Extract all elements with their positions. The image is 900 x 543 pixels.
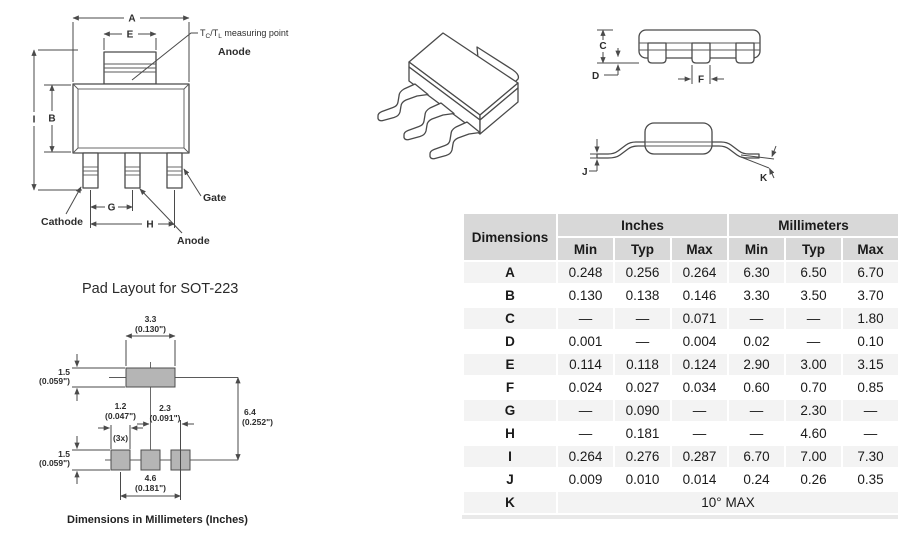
dim-label-g: G [107, 202, 116, 214]
dim-F [678, 65, 724, 86]
table-row-i: I 0.264 0.276 0.287 6.70 7.00 7.30 [464, 446, 898, 467]
tab-pad [126, 368, 175, 387]
package-body [73, 52, 189, 188]
dim-label-b: B [48, 113, 56, 125]
subheader-min-in: Min [558, 238, 613, 260]
dimensions-table-container [462, 212, 900, 515]
header-inches: Inches [558, 214, 727, 236]
dim-label-k: K [760, 173, 768, 184]
k-span-value: 10° MAX [558, 492, 898, 513]
tab-height-mm: 1.5 [58, 367, 70, 377]
table-row-e: E 0.114 0.118 0.124 2.90 3.00 3.15 [464, 354, 898, 375]
measuring-point-label: $T_C/T_L$ measuring point [200, 28, 289, 40]
isometric-view-drawing [358, 8, 563, 183]
pad-layout-caption: Dimensions in Millimeters (Inches) [67, 514, 248, 526]
pad-dim-tab-width [126, 314, 175, 366]
dim-label-e: E [126, 29, 134, 41]
dim-G [91, 190, 133, 228]
span-mm: 4.6 [144, 473, 157, 483]
lead-count-label: (3x) [112, 433, 129, 443]
pad-dim-vertical [238, 378, 273, 461]
tab-width-mm: 3.3 [144, 314, 157, 324]
dim-label-i: I [32, 114, 36, 126]
dim-C [597, 30, 613, 63]
table-row-j: J 0.009 0.010 0.014 0.24 0.26 0.35 [464, 469, 898, 490]
vertical-in: (0.252") [242, 417, 273, 427]
cathode-label: Cathode [41, 216, 83, 228]
table-row-b: B 0.130 0.138 0.146 3.30 3.50 3.70 [464, 285, 898, 306]
table-row-d: D 0.001 — 0.004 0.02 — 0.10 [464, 331, 898, 352]
table-bottom-border [462, 515, 898, 519]
dimensions-table [462, 212, 900, 515]
pad-dim-span [121, 472, 181, 500]
table-row-k: K 10° MAX [464, 492, 898, 513]
subheader-max-mm: Max [843, 238, 898, 260]
dim-D [592, 48, 618, 82]
dim-label-a: A [128, 13, 136, 25]
front-view-drawing [20, 0, 300, 262]
subheader-typ-in: Typ [615, 238, 670, 260]
lead-anode [125, 153, 140, 188]
side-view-body [597, 123, 759, 158]
tab-height-in: (0.059") [39, 376, 70, 386]
tab-width-in: (0.130") [135, 324, 166, 334]
subheader-min-mm: Min [729, 238, 784, 260]
lead-width-in: (0.047") [105, 411, 136, 421]
dim-J [582, 139, 604, 178]
side-left-lead [597, 142, 645, 158]
cathode-callout [41, 187, 83, 228]
pitch-mm: 2.3 [159, 403, 171, 413]
dim-E [104, 30, 156, 51]
pad-layout-drawing [25, 303, 295, 508]
pitch-in: (0.091") [149, 413, 181, 423]
end-view-body [597, 30, 760, 63]
pad-height-in: (0.059") [39, 458, 70, 468]
lead-width-mm: 1.2 [114, 401, 127, 411]
gate-label: Gate [203, 192, 227, 204]
side-right-lead [712, 142, 759, 158]
dim-label-j: J [582, 167, 588, 178]
dim-B [44, 85, 71, 152]
iso-lead-3 [430, 122, 480, 159]
pad-layout-title: Pad Layout for SOT-223 [82, 281, 239, 297]
dim-label-h: H [146, 219, 154, 231]
dim-label-c: C [599, 41, 607, 52]
iso-lead-1 [378, 84, 428, 121]
table-row-g: G — 0.090 — — 2.30 — [464, 400, 898, 421]
pad-height-mm: 1.5 [58, 449, 70, 459]
gate-callout [184, 169, 227, 204]
pad-dim-lead-width [98, 401, 143, 449]
span-in: (0.181") [135, 483, 166, 493]
body-outline [73, 84, 189, 153]
header-millimeters: Millimeters [729, 214, 898, 236]
side-view-drawing [578, 108, 798, 203]
lead-cathode [83, 153, 98, 188]
anode-top-label: Anode [218, 46, 251, 58]
lead-pad-2 [141, 450, 160, 470]
header-dimensions: Dimensions [464, 214, 556, 260]
table-row-a: A 0.248 0.256 0.264 6.30 6.50 6.70 [464, 262, 898, 283]
pad-dim-lead-height [39, 436, 110, 484]
lead-pad-1 [111, 450, 130, 470]
iso-package [378, 33, 518, 159]
table-row-h: H — 0.181 — — 4.60 — [464, 423, 898, 444]
dim-label-f: F [697, 74, 705, 86]
table-row-f: F 0.024 0.027 0.034 0.60 0.70 0.85 [464, 377, 898, 398]
anode-bottom-label: Anode [177, 235, 210, 247]
vertical-mm: 6.4 [244, 407, 256, 417]
subheader-typ-mm: Typ [786, 238, 841, 260]
end-view-drawing [585, 12, 800, 112]
subheader-max-in: Max [672, 238, 727, 260]
iso-lead-2 [404, 103, 454, 140]
lead-gate [167, 153, 182, 188]
dim-label-d: D [592, 71, 600, 82]
table-row-c: C — — 0.071 — — 1.80 [464, 308, 898, 329]
dim-K [741, 146, 776, 184]
